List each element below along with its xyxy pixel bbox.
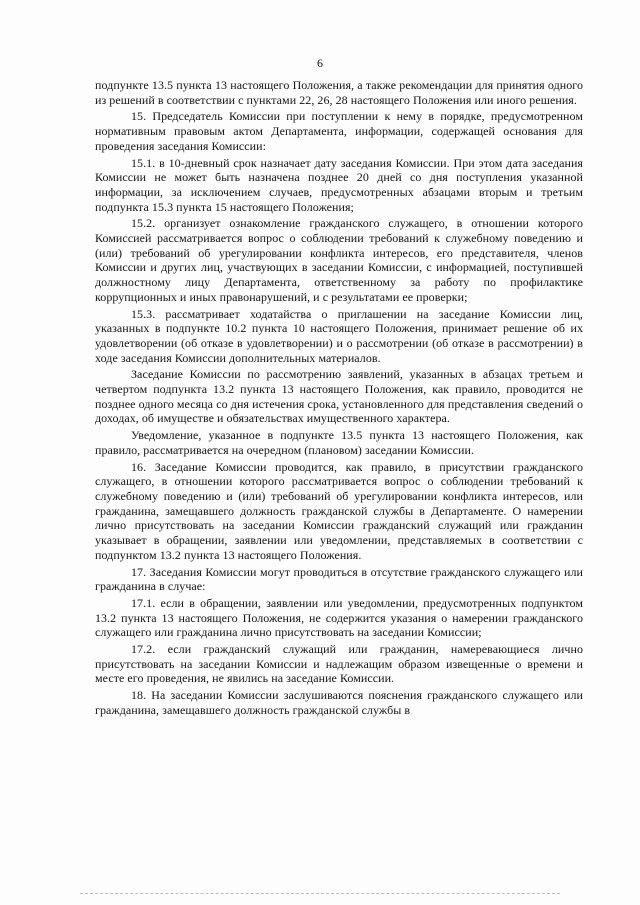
- paragraph-item-17: 17. Заседания Комиссии могут проводиться в отсутствие гражданского служащего или гражданина в случае:: [95, 564, 583, 594]
- paragraph-item-15: 15. Председатель Комиссии при поступлении к нему в порядке, предусмотренном нормативным правовым актом Департамента, информации, содержащей основания для проведения заседания Комиссии:: [95, 109, 583, 153]
- paragraph-item-17-2: 17.2. если гражданский служащий или гражданин, намеревающиеся лично присутствовать на заседании Комиссии и надлежащим образом извещенные о времени и месте его проведения, не явились на заседание Комиссии.: [95, 642, 583, 686]
- paragraph-item-16: 16. Заседание Комиссии проводится, как правило, в присутствии гражданского служащего, в отношении которого рассматривается вопрос о соблюдении требований к служебному поведению и (или) требований об урегулировании конфликта интересов, или гражданина, замещавшего должность гражданской службы в Департаменте. О намерении лично присутствовать на заседании Комиссии гражданский служащий или гражданин указывает в обращении, заявлении или уведомлении, представляемых в соответствии с подпунктом 13.2 пункта 13 настоящего Положения.: [95, 459, 583, 562]
- paragraph-session-timing: Заседание Комиссии по рассмотрению заявлений, указанных в абзацах третьем и четвертом подпункта 13.2 пункта 13 настоящего Положения, как правило, проводится не позднее одного месяца со дня истечения срока, установленного для представления сведений о доходах, об имуществе и обязательствах имущественного характера.: [95, 367, 583, 426]
- document-body: [95, 78, 583, 720]
- page-number: 6: [317, 56, 323, 70]
- paragraph-item-15-2: 15.2. организует ознакомление гражданского служащего, в отношении которого Комиссией рассматривается вопрос о соблюдении требований к служебному поведению и (или) требований об урегулировании конфликта интересов, его представителя, членов Комиссии и других лиц, участвующих в заседании Комиссии, с информацией, поступившей должностному лицу Департамента, ответственному за работу по профилактике коррупционных и иных правонарушений, и с результатами ее проверки;: [95, 216, 583, 304]
- footer-divider: [80, 893, 560, 894]
- paragraph-item-15-1: 15.1. в 10-дневный срок назначает дату заседания Комиссии. При этом дата заседания Комиссии не может быть назначена позднее 20 дней со дня поступления указанной информации, за исключением случаев, предусмотренных абзацами вторым и третьим подпункта 15.3 пункта 15 настоящего Положения;: [95, 155, 583, 214]
- paragraph-notification: Уведомление, указанное в подпункте 13.5 пункта 13 настоящего Положения, как правило, рассматривается на очередном (плановом) заседании Комиссии.: [95, 428, 583, 457]
- paragraph-item-15-3: 15.3. рассматривает ходатайства о приглашении на заседание Комиссии лиц, указанных в подпункте 10.2 пункта 10 настоящего Положения, принимает решение об их удовлетворении (об отказе в удовлетворении) и о рассмотрении (об отказе в рассмотрении) в ходе заседания Комиссии дополнительных материалов.: [95, 306, 583, 365]
- paragraph-continuation: подпункте 13.5 пункта 13 настоящего Положения, а также рекомендации для принятия одного из решений в соответствии с пунктами 22, 26, 28 настоящего Положения или иного решения.: [95, 78, 583, 107]
- paragraph-item-17-1: 17.1. если в обращении, заявлении или уведомлении, предусмотренных подпунктом 13.2 пункта 13 настоящего Положения, не содержится указания о намерении гражданского служащего или гражданина лично присутствовать на заседании Комиссии;: [95, 595, 583, 640]
- paragraph-item-18: 18. На заседании Комиссии заслушиваются пояснения гражданского служащего или гражданина, замещавшего должность гражданской службы в: [95, 688, 583, 717]
